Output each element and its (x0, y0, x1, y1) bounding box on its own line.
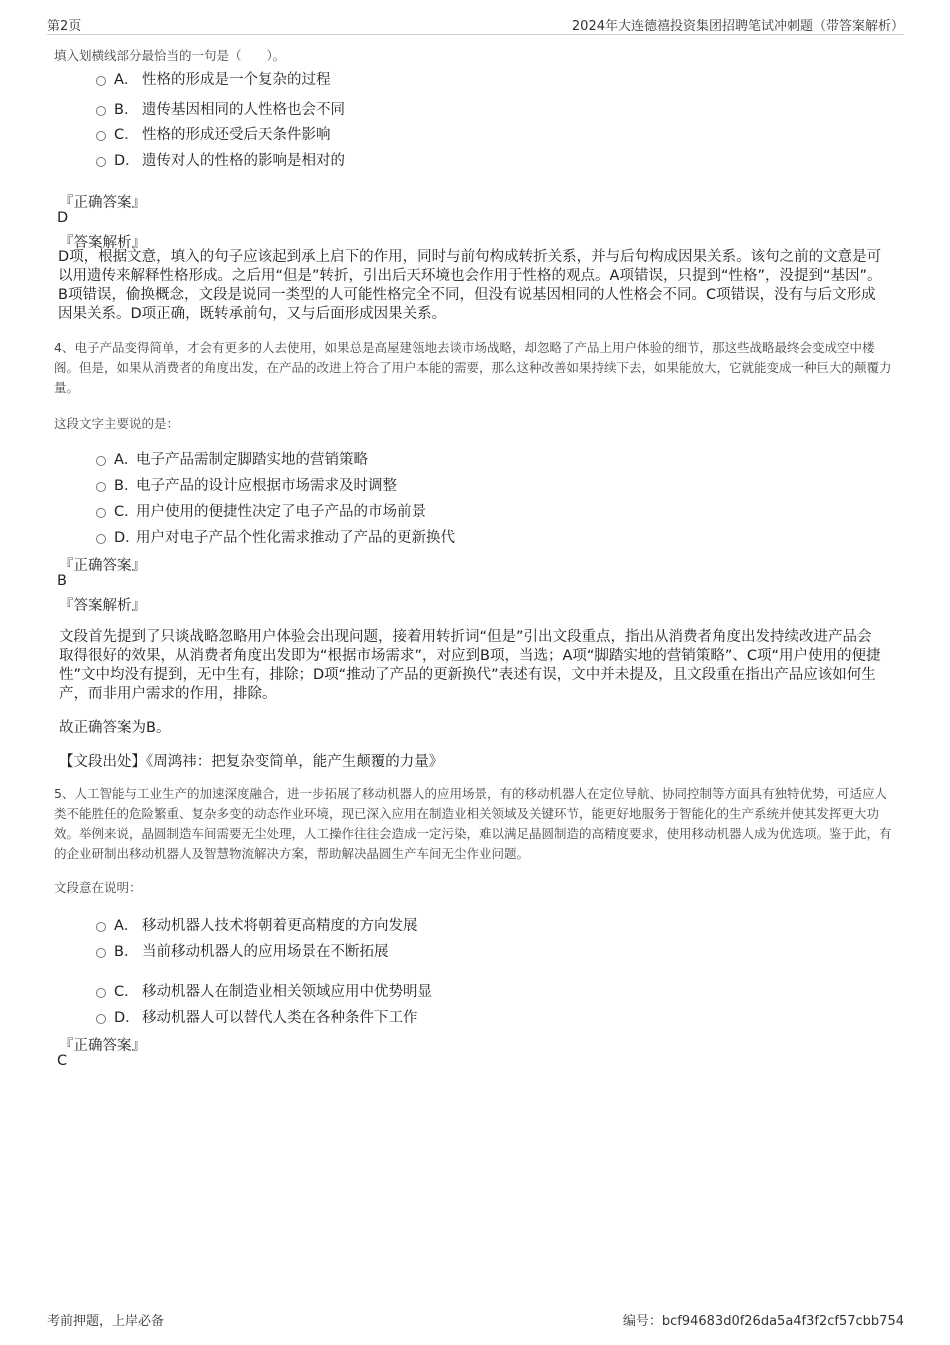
q3-analysis: D项，根据文意，填入的句子应该起到承上启下的作用，同时与前句构成转折关系，并与后句构成因果关系。该句之前的文意是可以用遗传来解释性格形成。之后用“但是”转折，引出后天环境也会作用于性格的观点。A项错误，只提到“性格”，没提到“基因”。B项错误，偷换概念，文段是说同一类型的人可能性格完全不同，但没有说基因相同的人性格会不同。C项错误，没有与后文形成因果关系。D项正确，既转承前句，又与后面形成因果关系。 (58, 249, 882, 322)
q4-stem: 这段文字主要说的是： (54, 416, 180, 431)
radio-icon[interactable] (96, 157, 106, 167)
q4-analysis: 文段首先提到了只谈战略忽略用户体验会出现问题，接着用转折词“但是”引出文段重点，指出从消费者角度出发持续改进产品会取得很好的效果，从消费者角度出发即为“根据市场需求”，对应到B项，当选；A项“脚踏实地的营销策略”、C项“用户使用的便捷性”文中均没有提到，无中生有，排除；D项“推动了产品的更新换代”表述有误，文中并未提及，且文段重在指出产品应该如何生产，而非用户需求的作用，排除。 (59, 629, 881, 702)
q5-answer: C (57, 1053, 68, 1069)
q3-option-c[interactable]: C． 性格的形成还受后天条件影响 (96, 123, 331, 143)
q5-option-a[interactable]: A． 移动机器人技术将朝着更高精度的方向发展 (96, 914, 418, 934)
q3-answer: D (57, 210, 69, 226)
q3-stem: 填入划横线部分最恰当的一句是（ ）。 (54, 48, 286, 63)
footer-slogan: 考前押题，上岸必备 (47, 1314, 165, 1329)
document-id: 编号：bcf94683d0f26da5a4f3f2cf57cbb754 (622, 1314, 904, 1329)
q5-passage: 5、人工智能与工业生产的加速深度融合，进一步拓展了移动机器人的应用场景，有的移动机器人在定位导航、协同控制等方面具有独特优势，可适应人类不能胜任的危险繁重、复杂多变的动态作业环境，现已深入应用在制造业相关领域及关键环节，能更好地服务于智能化的生产系统并使其发挥更大功效。举例来说，晶圆制造车间需要无尘处理，人工操作往往会造成一定污染，难以满足晶圆制造的高精度要求，使用移动机器人成为优选项。鉴于此，有的企业研制出移动机器人及智慧物流解决方案，帮助解决晶圆生产车间无尘作业问题。 (54, 786, 892, 861)
q5-stem: 文段意在说明： (54, 880, 142, 895)
page-number: 第2页 (47, 19, 82, 34)
q3-answer-heading: 『正确答案』 (59, 195, 146, 211)
q4-analysis-heading: 『答案解析』 (59, 598, 146, 614)
q3-analysis-heading: 『答案解析』 (59, 235, 146, 251)
q4-option-c[interactable]: C．用户使用的便捷性决定了电子产品的市场前景 (96, 500, 426, 520)
q4-passage: 4、电子产品变得简单，才会有更多的人去使用，如果总是高屋建瓴地去谈市场战略，却忽略了产品上用户体验的细节，那这些战略最终会变成空中楼阁。但是，如果从消费者的角度出发，在产品的改进上符合了用户本能的需要，那么这种改善如果持续下去，如果能放大，它就能变成一种巨大的颠覆力量。 (54, 340, 892, 395)
radio-icon[interactable] (96, 106, 106, 116)
q5-option-c[interactable]: C． 移动机器人在制造业相关领域应用中优势明显 (96, 980, 432, 1000)
q4-conclusion: 故正确答案为B。 (59, 720, 171, 736)
radio-icon[interactable] (96, 456, 106, 466)
q5-option-b[interactable]: B． 当前移动机器人的应用场景在不断拓展 (96, 940, 389, 960)
radio-icon[interactable] (96, 76, 106, 86)
q5-answer-heading: 『正确答案』 (59, 1038, 146, 1054)
q4-option-a[interactable]: A．电子产品需制定脚踏实地的营销策略 (96, 448, 368, 468)
q5-option-d[interactable]: D． 移动机器人可以替代人类在各种条件下工作 (96, 1006, 418, 1026)
radio-icon[interactable] (96, 922, 106, 932)
radio-icon[interactable] (96, 508, 106, 518)
radio-icon[interactable] (96, 534, 106, 544)
q3-option-d[interactable]: D． 遗传对人的性格的影响是相对的 (96, 149, 345, 169)
q3-option-b[interactable]: B． 遗传基因相同的人性格也会不同 (96, 98, 345, 118)
document-title: 2024年大连德禧投资集团招聘笔试冲刺题（带答案解析） (571, 19, 904, 34)
radio-icon[interactable] (96, 482, 106, 492)
q4-answer: B (57, 573, 67, 589)
q4-source: 【文段出处】《周鸿祎：把复杂变简单，能产生颠覆的力量》 (59, 754, 444, 770)
q3-option-a[interactable]: A． 性格的形成是一个复杂的过程 (96, 68, 331, 88)
q4-answer-heading: 『正确答案』 (59, 558, 146, 574)
q4-option-b[interactable]: B．电子产品的设计应根据市场需求及时调整 (96, 474, 397, 494)
page-header (47, 12, 904, 35)
radio-icon[interactable] (96, 1014, 106, 1024)
radio-icon[interactable] (96, 131, 106, 141)
q4-option-d[interactable]: D．用户对电子产品个性化需求推动了产品的更新换代 (96, 526, 455, 546)
radio-icon[interactable] (96, 988, 106, 998)
radio-icon[interactable] (96, 948, 106, 958)
page-footer (47, 1310, 904, 1328)
